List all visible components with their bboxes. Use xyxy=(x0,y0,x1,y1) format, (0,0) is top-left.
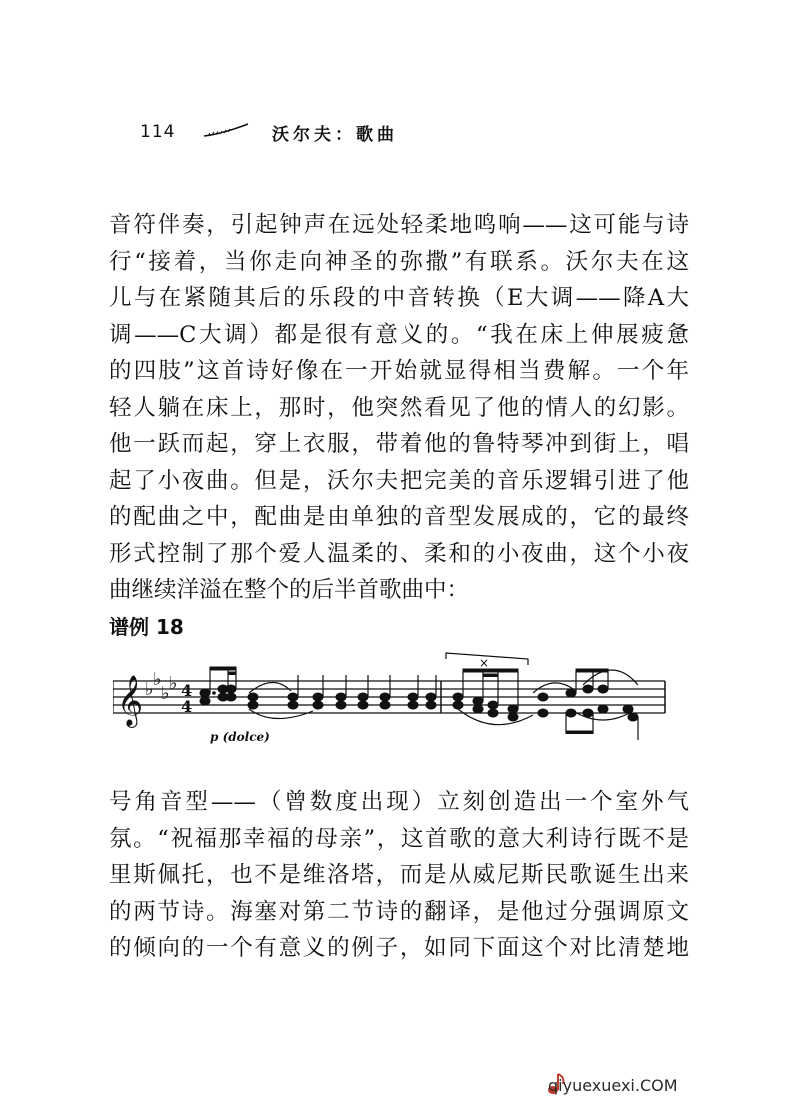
text-line: 儿与在紧随其后的乐段的中音转换（E大调——降A大 xyxy=(109,285,689,311)
svg-text:♭: ♭ xyxy=(145,679,154,700)
paragraph-1 xyxy=(109,207,689,609)
text-line: 他一跃而起，穿上衣服，带着他的鲁特琴冲到街上，唱 xyxy=(109,431,689,457)
text-line: 音符伴奏，引起钟声在远处轻柔地鸣响——这可能与诗 xyxy=(109,212,689,238)
dynamic-marking: p (dolce) xyxy=(210,730,270,744)
text-line: 号角音型——（曾数度出现）立刻创造出一个室外气 xyxy=(109,789,689,815)
measure-1-notes xyxy=(200,667,436,709)
text-line: 形式控制了那个爱人温柔的、柔和的小夜曲，这个小夜 xyxy=(109,540,689,567)
text-line: 起了小夜曲。但是，沃尔夫把完美的音乐逻辑引进了他 xyxy=(109,467,689,494)
music-score xyxy=(113,645,673,745)
text-line: 氛。“祝福那幸福的母亲”，这首歌的意大利诗行既不是 xyxy=(109,825,689,852)
text-line: 的配曲之中，配曲是由单独的音型发展成的，它的最终 xyxy=(109,504,689,530)
svg-text:♭: ♭ xyxy=(161,683,170,704)
treble-clef-icon: 𝄞 xyxy=(117,675,144,726)
svg-text:♭: ♭ xyxy=(169,673,178,694)
text-line: 调——C大调）都是很有意义的。“我在床上伸展疲惫 xyxy=(109,321,689,348)
paragraph-2 xyxy=(109,784,689,967)
text-line: 行“接着，当你走向神圣的弥撒”有联系。沃尔夫在这 xyxy=(109,248,689,275)
text-line: 曲继续洋溢在整个的后半首歌曲中： xyxy=(109,577,470,603)
svg-text:4: 4 xyxy=(181,697,193,716)
svg-text:4: 4 xyxy=(181,681,193,700)
text-line: 的四肢”这首诗好像在一开始就显得相当费解。一个年 xyxy=(109,358,689,384)
text-line: 的倾向的一个有意义的例子，如同下面这个对比清楚地 xyxy=(109,935,689,961)
flat-icon xyxy=(145,669,178,704)
running-title: 沃尔夫：歌曲 xyxy=(272,125,398,145)
bracket-mark: × xyxy=(479,656,490,670)
text-line: 轻人躺在床上，那时，他突然看见了他的情人的幻影。 xyxy=(109,394,689,421)
time-signature xyxy=(181,681,192,716)
text-line: 的两节诗。海塞对第二节诗的翻译，是他过分强调原文 xyxy=(109,898,689,925)
example-label: 谱例 18 xyxy=(109,615,184,639)
text-line: 里斯佩托，也不是维洛塔，而是从威尼斯民歌诞生出来 xyxy=(109,862,689,888)
watermark-text: qiyuexuexi.COM xyxy=(548,1076,678,1095)
svg-text:♭: ♭ xyxy=(153,669,162,690)
ornament-icon xyxy=(202,122,250,138)
page-number: 114 xyxy=(140,122,176,142)
